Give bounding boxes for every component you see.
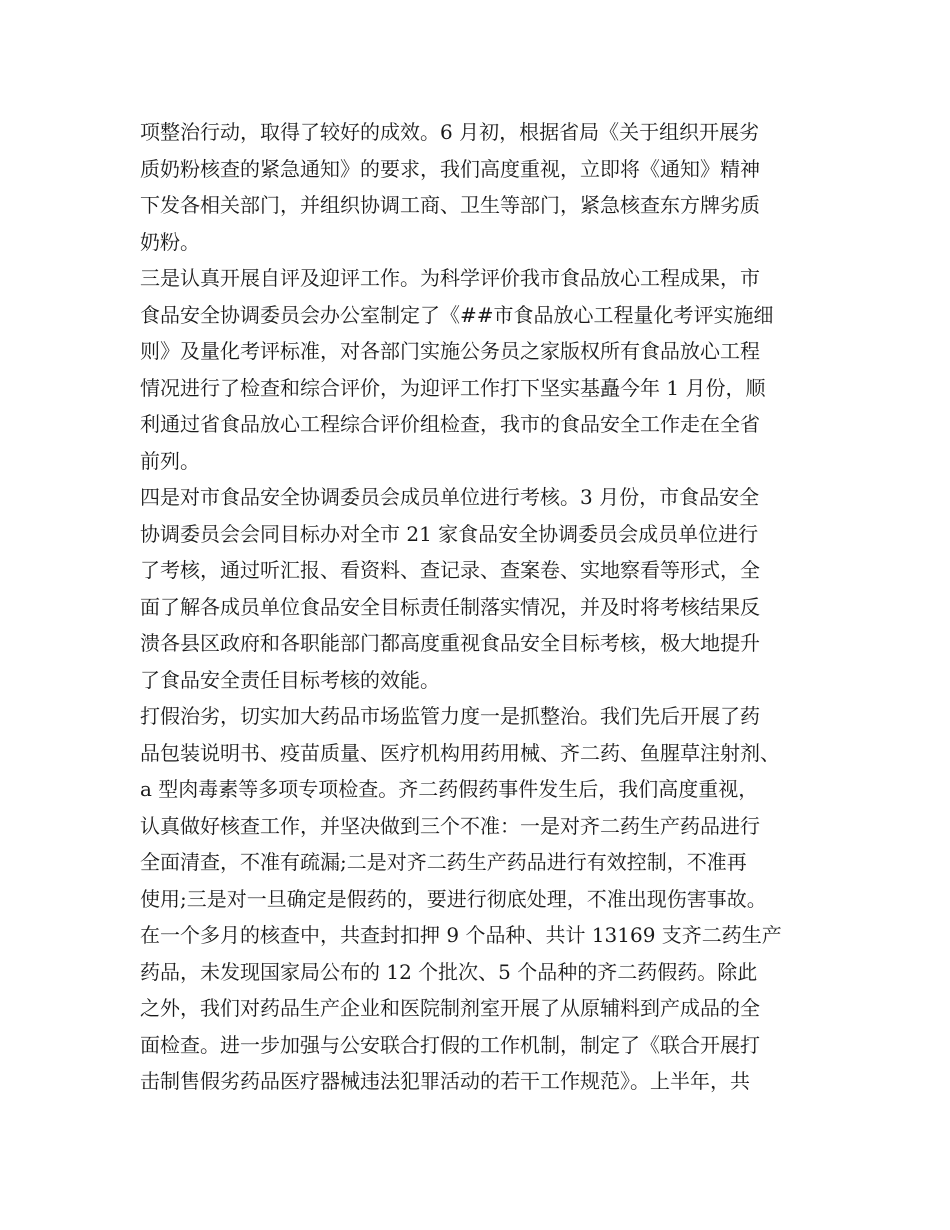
text-line: 下发各相关部门，并组织协调工商、卫生等部门，紧急核查东方牌劣质 [140,193,760,217]
text-line: 三是认真开展自评及迎评工作。为科学评价我市食品放心工程成果，市 [140,266,760,290]
text-line: 面了解各成员单位食品安全目标责任制落实情况，并及时将考核结果反 [140,594,760,619]
text-line: 面检查。进一步加强与公安联合打假的工作机制，制定了《联合开展打 [140,1032,760,1057]
body-text [140,114,830,1100]
text-line: 四是对市食品安全协调委员会成员单位进行考核。3 月份，市食品安全 [140,485,760,509]
text-line: 奶粉。 [140,229,200,254]
text-line: 溃各县区政府和各职能部门都高度重视食品安全目标考核，极大地提升 [140,631,760,655]
text-line: 质奶粉核查的紧急通知》的要求，我们高度重视，立即将《通知》精神 [140,156,760,181]
text-line: 食品安全协调委员会办公室制定了《##市食品放心工程量化考评实施细 [140,302,774,327]
text-line: 打假治劣，切实加大药品市场监管力度一是抓整治。我们先后开展了药 [140,704,760,728]
text-line: 利通过省食品放心工程综合评价组检查，我市的食品安全工作走在全省 [140,412,760,436]
text-line: 药品，未发现国家局公布的 12 个批次、5 个品种的齐二药假药。除此 [140,959,758,984]
text-line: 项整治行动，取得了较好的成效。6 月初，根据省局《关于组织开展劣 [140,120,760,144]
text-line: 认真做好核查工作，并坚决做到三个不准：一是对齐二药生产药品进行 [140,813,760,838]
text-line: 了食品安全责任目标考核的效能。 [140,667,440,692]
text-line: 击制售假劣药品医疗器械违法犯罪活动的若干工作规范》。上半年，共 [140,1069,750,1093]
text-line: 在一个多月的核查中，共查封扣押 9 个品种、共计 13169 支齐二药生产 [140,923,782,947]
text-line: 之外，我们对药品生产企业和医院制剂室开展了从原辅料到产成品的全 [140,996,760,1020]
text-line: 前列。 [140,448,200,473]
text-line: 品包装说明书、疫苗质量、医疗机构用药用械、齐二药、鱼腥草注射剂、 [140,740,780,765]
text-line: 全面清查，不准有疏漏;二是对齐二药生产药品进行有效控制，不准再 [140,850,747,874]
text-line: 协调委员会会同目标办对全市 21 家食品安全协调委员会成员单位进行 [140,521,759,546]
text-line: a 型肉毒素等多项专项检查。齐二药假药事件发生后，我们高度重视， [140,777,759,801]
text-line: 了考核，通过听汇报、看资料、查记录、查案卷、实地察看等形式，全 [140,558,760,582]
text-line: 则》及量化考评标准，对各部门实施公务员之家版权所有食品放心工程 [140,339,760,363]
text-line: 情况进行了检查和综合评价，为迎评工作打下坚实基矗今年 1 月份，顺 [140,375,766,400]
text-line: 使用;三是对一旦确定是假药的，要进行彻底处理，不准出现伤害事故。 [140,886,767,911]
